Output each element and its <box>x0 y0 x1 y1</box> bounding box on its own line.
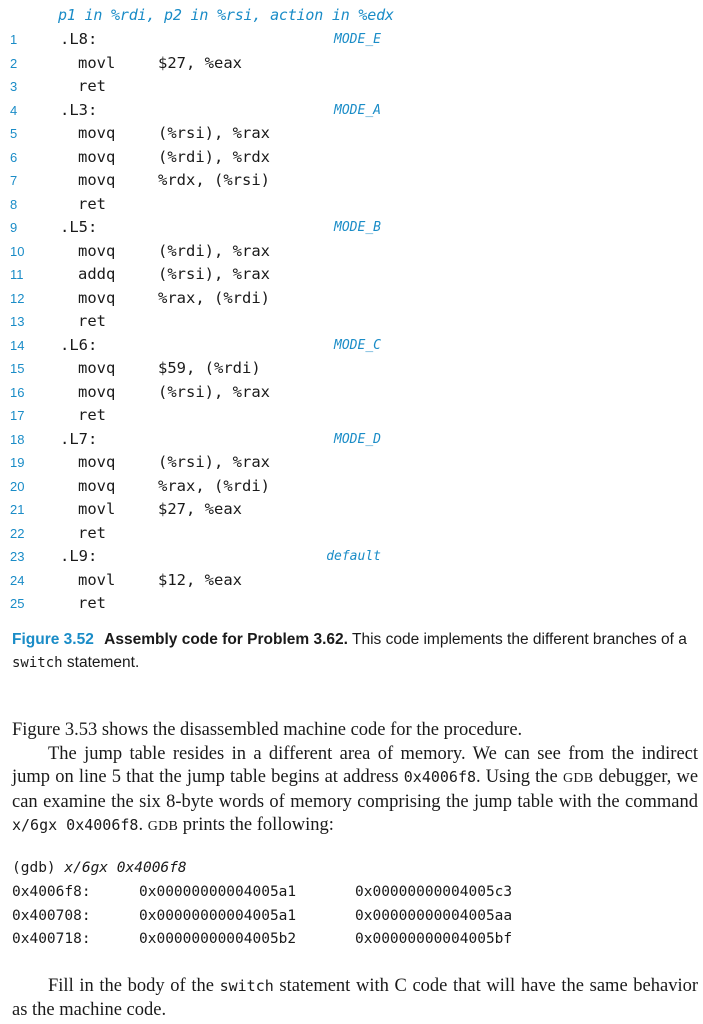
code-line <box>0 499 703 522</box>
case-comment: default <box>326 549 381 564</box>
instruction: movq <box>78 382 116 401</box>
operands: (%rsi), %rax <box>158 265 270 283</box>
in-word: in <box>190 6 209 24</box>
instruction: addq <box>78 265 116 283</box>
memory-word: 0x00000000004005c3 <box>355 884 513 900</box>
memory-word: 0x00000000004005aa <box>355 907 513 924</box>
instruction: movq <box>78 359 116 377</box>
paragraph-intro <box>12 719 698 839</box>
gdb-command: x/6gx 0x4006f8 <box>64 860 187 876</box>
code-line <box>0 593 703 616</box>
code-line <box>0 523 703 546</box>
gdb-memory-row <box>12 908 702 931</box>
code-line <box>0 217 703 240</box>
param-name: action <box>270 6 324 24</box>
line-number: 25 <box>10 596 25 611</box>
line-number: 21 <box>10 502 25 517</box>
operands: $12, %eax <box>158 570 242 589</box>
line-number: 24 <box>10 572 25 588</box>
code-line <box>0 194 703 217</box>
code-line <box>0 452 703 475</box>
memory-address: 0x400708: <box>12 907 91 924</box>
operands: (%rsi), %rax <box>158 453 270 471</box>
instruction: movq <box>78 241 116 260</box>
gdb-prompt: (gdb) <box>12 860 56 876</box>
instruction: ret <box>78 594 106 612</box>
code-label: .L5: <box>60 218 98 236</box>
code-line <box>0 29 703 52</box>
text-span: Fill in the body of the <box>48 976 214 996</box>
instruction: ret <box>78 77 106 95</box>
instruction: movl <box>78 53 116 72</box>
line-number: 15 <box>10 361 25 376</box>
command-code: x/6gx 0x4006f8 <box>12 816 139 834</box>
line-number: 19 <box>10 455 25 470</box>
operands: %rax, (%rdi) <box>158 476 270 495</box>
register-name: %rsi, <box>217 6 262 24</box>
memory-word: 0x00000000004005b2 <box>139 931 297 947</box>
code-line <box>0 335 703 358</box>
code-line <box>0 476 703 499</box>
text-span: debugger, we can examine the six 8-byte words of memory comprising the jump table with the command <box>12 767 699 812</box>
line-number: 11 <box>10 267 24 282</box>
line-number: 6 <box>10 149 18 165</box>
text-span: . <box>138 815 144 835</box>
case-comment: MODE_D <box>334 431 381 447</box>
line-number: 17 <box>10 408 25 423</box>
instruction: movl <box>78 500 116 518</box>
line-number: 5 <box>10 126 18 141</box>
code-label: .L3: <box>60 100 98 119</box>
instruction: movq <box>78 476 116 495</box>
operands: $27, %eax <box>158 500 242 518</box>
code-line <box>0 241 703 264</box>
param-name: p2 <box>164 6 182 24</box>
code-line <box>0 311 703 334</box>
instruction: ret <box>78 194 106 213</box>
line-number: 3 <box>10 79 18 94</box>
memory-word: 0x00000000004005a1 <box>139 884 297 900</box>
memory-address: 0x4006f8: <box>12 884 91 900</box>
register-name: %rdi, <box>111 6 156 24</box>
code-line <box>0 170 703 193</box>
line-number: 2 <box>10 55 18 71</box>
code-line <box>0 53 703 76</box>
address-code: 0x4006f8 <box>403 768 477 786</box>
code-line <box>0 100 703 123</box>
line-number: 23 <box>10 549 25 564</box>
caption-text-end: statement. <box>66 654 140 671</box>
code-line <box>0 264 703 287</box>
code-line <box>0 546 703 569</box>
case-comment: MODE_A <box>334 102 381 118</box>
text-span: The jump table resides in a different area of memory. We can see from the indirect jump on line 5 that the jump table begins at address <box>12 743 698 787</box>
jump-table-paragraph <box>12 743 698 839</box>
code-line <box>0 405 703 428</box>
line-number: 14 <box>10 337 25 353</box>
register-mapping-comment <box>58 6 394 24</box>
gdb-memory-row <box>12 884 702 907</box>
gdb-memory-row <box>12 931 702 954</box>
code-line <box>0 147 703 170</box>
instruction: ret <box>78 312 106 330</box>
instruction: movq <box>78 288 116 307</box>
caption-code-word: switch <box>12 655 63 671</box>
operands: %rdx, (%rsi) <box>158 171 270 189</box>
paragraph-task <box>12 975 698 1022</box>
text-span: prints the following: <box>182 815 334 835</box>
memory-word: 0x00000000004005bf <box>355 931 513 947</box>
case-comment: MODE_B <box>334 220 381 235</box>
code-line <box>0 570 703 593</box>
operands: $59, (%rdi) <box>158 359 261 377</box>
line-number: 13 <box>10 314 25 329</box>
gdb-command-line <box>12 860 187 876</box>
line-number: 4 <box>10 102 18 118</box>
text-span: . Using the <box>476 767 558 787</box>
instruction: movq <box>78 124 116 142</box>
code-line <box>0 382 703 405</box>
instruction: ret <box>78 523 106 542</box>
caption-text: This code implements the different branches of a <box>351 631 687 648</box>
instruction: movq <box>78 147 116 166</box>
code-line <box>0 358 703 381</box>
operands: (%rdi), %rdx <box>158 147 270 166</box>
operands: (%rsi), %rax <box>158 382 270 401</box>
switch-code-word: switch <box>219 977 274 995</box>
line-number: 10 <box>10 243 25 259</box>
line-number: 1 <box>10 32 18 47</box>
instruction: movq <box>78 171 116 189</box>
operands: (%rdi), %rax <box>158 241 270 260</box>
line-number: 16 <box>10 384 25 400</box>
text-span: statement with C code that will have the same behavior as the machine code. <box>12 976 699 1020</box>
operands: $27, %eax <box>158 53 242 72</box>
operands: %rax, (%rdi) <box>158 288 270 307</box>
line-number: 7 <box>10 173 18 188</box>
figure-caption <box>12 628 698 675</box>
figure-title: Assembly code for Problem 3.62. <box>104 631 348 648</box>
operands: (%rsi), %rax <box>158 124 270 142</box>
code-line <box>0 76 703 99</box>
in-word: in <box>84 6 103 24</box>
line-number: 9 <box>10 220 18 235</box>
instruction: movq <box>78 453 116 471</box>
gdb-name: GDB <box>147 819 179 834</box>
code-line <box>0 123 703 146</box>
code-label: .L9: <box>60 547 98 565</box>
figure-number: Figure 3.52 <box>12 631 94 648</box>
line-number: 18 <box>10 431 25 447</box>
instruction: movl <box>78 570 116 589</box>
in-word: in <box>331 6 350 24</box>
gdb-name: GDB <box>562 771 594 786</box>
line-number: 20 <box>10 478 25 494</box>
param-name: p1 <box>58 6 76 24</box>
memory-word: 0x00000000004005a1 <box>139 907 297 924</box>
code-label: .L8: <box>60 30 98 48</box>
line-number: 22 <box>10 525 25 541</box>
register-name: %edx <box>358 6 394 24</box>
case-comment: MODE_C <box>334 337 381 353</box>
code-label: .L6: <box>60 335 98 354</box>
line-number: 8 <box>10 196 18 212</box>
code-line <box>0 429 703 452</box>
line-number: 12 <box>10 290 25 306</box>
intro-line: Figure 3.53 shows the disassembled machine code for the procedure. <box>12 720 523 740</box>
code-label: .L7: <box>60 429 98 448</box>
instruction: ret <box>78 406 106 424</box>
code-line <box>0 288 703 311</box>
case-comment: MODE_E <box>334 32 381 47</box>
memory-address: 0x400718: <box>12 931 91 947</box>
